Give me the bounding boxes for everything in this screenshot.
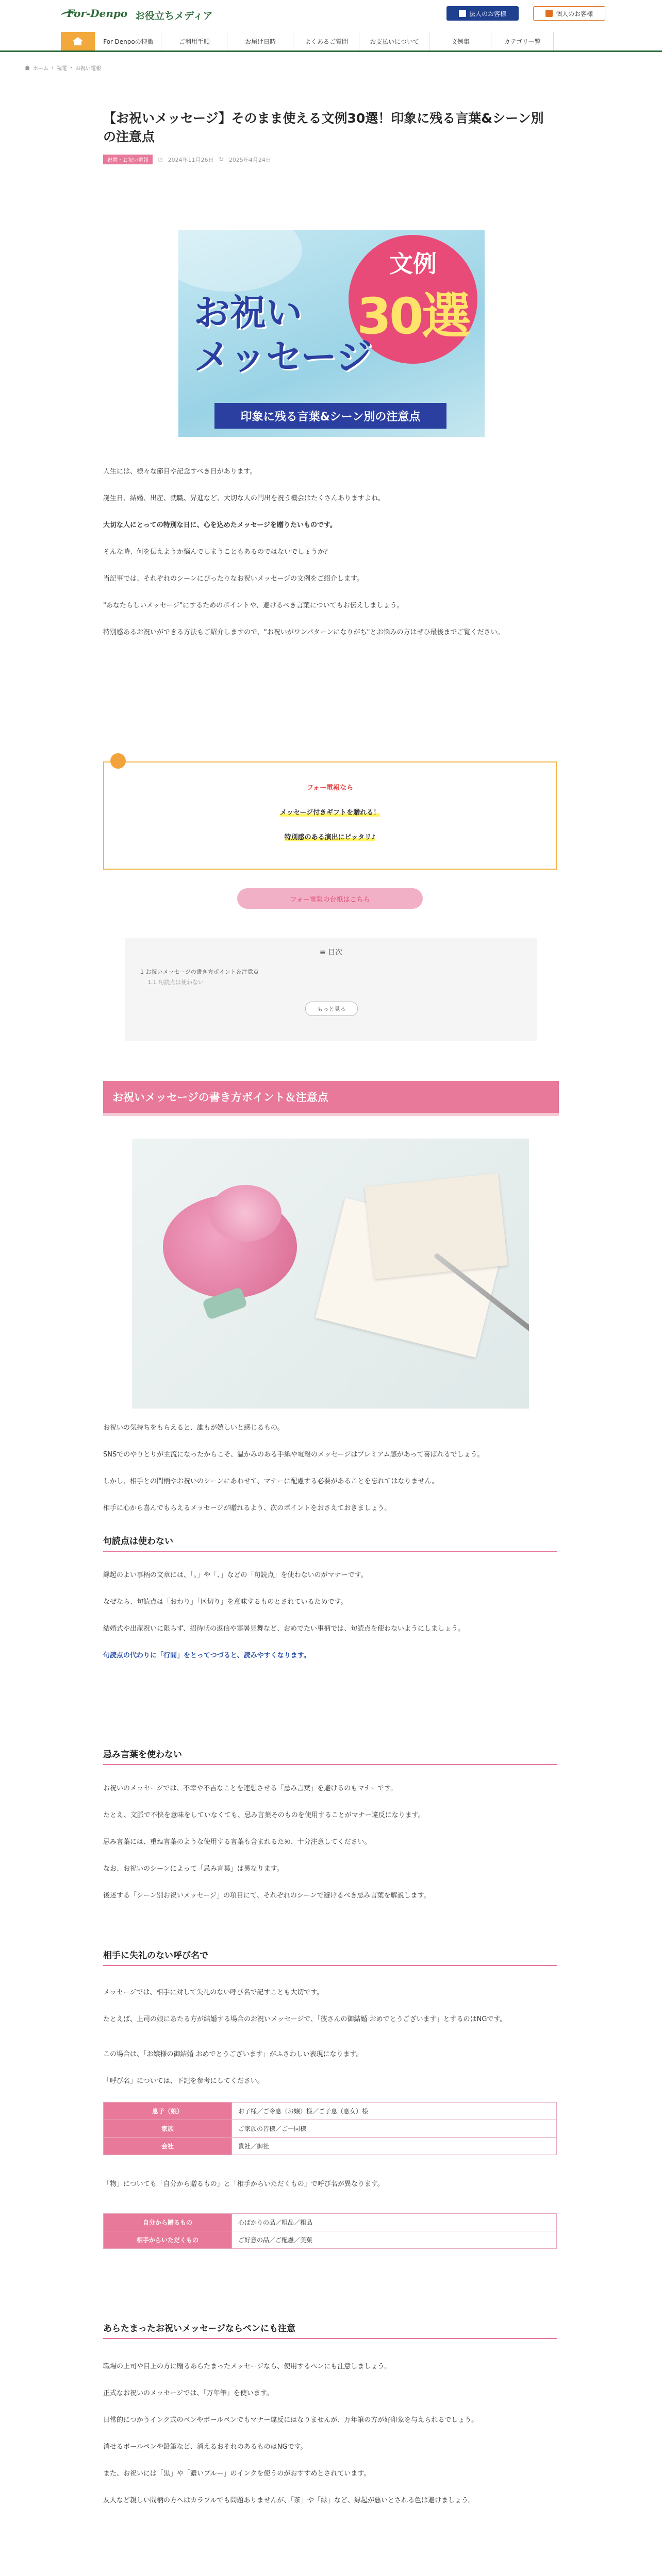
flower-bouquet — [209, 1185, 282, 1242]
pen-p1: 職場の上司や目上の方に贈るあらたまったメッセージなら、使用するペンにも注意しましょう。 — [103, 2363, 391, 2370]
nav-home-button[interactable] — [61, 32, 95, 50]
callout-line1: フォー電報なら — [306, 784, 354, 792]
subheading-punctuation: 句読点は使わない — [103, 1528, 557, 1552]
imi-p5: 後述する「シーン別お祝いメッセージ」の項目にて、それぞれのシーンで避けるべき忌み言葉を解説します。 — [103, 1892, 431, 1900]
subheading-taboo-words: 忌み言葉を使わない — [103, 1741, 557, 1765]
section1-p4: 相手に心から喜んでもらえるメッセージが贈れるよう、次のポイントをおさえておきましょう。 — [103, 1504, 391, 1512]
page-title: 【お祝いメッセージ】そのまま使える文例30選！印象に残る言葉&シーン別の注意点 — [103, 111, 544, 144]
punct-p3: 結婚式や出産祝いに限らず、招待状の返信や寒暑見舞など、おめでたい事柄では、句読点を使わないようにしましょう。 — [103, 1625, 465, 1633]
callout-line3: 特別感のある演出にピッタリ♪ — [284, 834, 376, 841]
updated-date: 2025年4月24日 — [228, 156, 271, 163]
section1-p2: SNSでのやりとりが主流になったからこそ、温かみのある手紙や電報のメッセージはプレミアム感があって喜ばれるでしょう。 — [103, 1451, 484, 1459]
table-row: 自分から贈るもの 心ばかりの品／粗品／粗品 — [104, 2214, 557, 2231]
site-logo[interactable]: For-Denpo — [67, 7, 128, 20]
toc-title: ≡ 目次 — [319, 948, 343, 957]
lightbulb-icon — [110, 753, 126, 769]
site-logo-sub[interactable]: お役立ちメディア — [135, 10, 213, 22]
gift-term-table — [103, 2213, 557, 2249]
toc-item[interactable]: 1.1 句読点は使わない — [147, 979, 204, 986]
clock-icon: ◷ — [158, 156, 163, 163]
breadcrumb-telegram[interactable]: 祝電 — [57, 66, 67, 72]
table-row: 家族 ご家族の皆様／ご一同様 — [104, 2120, 557, 2138]
corporate-customer-button[interactable]: 法人のお客様 — [446, 6, 519, 21]
table-row: 息子（娘） お子様／ご令息（お嬢）様／ご子息（息女）様 — [104, 2103, 557, 2120]
intro-p7: 特別感あるお祝いができる方法もご紹介しますので、"お祝いがワンパターンになりがち"とお悩みの方はぜひ最後までご覧ください。 — [103, 629, 504, 636]
pen-p5: また、お祝いには「黒」や「濃いブルー」のインクを使うのがおすすめとされています。 — [103, 2470, 371, 2478]
pen-p4: 消せるボールペンや鉛筆など、消えるおそれのあるものはNGです。 — [103, 2443, 307, 2451]
breadcrumb-celebration[interactable]: お祝い電報 — [75, 66, 101, 72]
nav-item-steps[interactable]: ご利用手順 — [161, 32, 227, 50]
breadcrumb: ホーム › 祝電 › お祝い電報 — [25, 64, 101, 72]
intro-p5: 当記事では、それぞれのシーンにぴったりなお祝いメッセージの文例をご紹介します。 — [103, 575, 363, 583]
pen-p2: 正式なお祝いのメッセージでは、「万年筆」を使います。 — [103, 2389, 273, 2397]
imi-p3: 忌み言葉には、重ね言葉のような使用する言葉も含まれるため、十分注意してください。 — [103, 1838, 371, 1846]
yobi-p2: たとえば、上司の娘にあたる方が結婚する場合のお祝いメッセージで、「彼さんの御結婚 おめでとうございます」とするのはNGです。 — [103, 2015, 507, 2023]
section1-p1: お祝いの気持ちをもらえると、誰もが嬉しいと感じるもの。 — [103, 1424, 284, 1432]
intro-p2: 誕生日、結婚、出産、就職、昇進など、大切な人の門出を祝う機会はたくさんありますよね。 — [103, 495, 385, 502]
imi-p4: なお、お祝いのシーンによって「忌み言葉」は異なります。 — [103, 1865, 284, 1873]
nav-item-examples[interactable]: 文例集 — [429, 32, 491, 50]
toc-more-button[interactable]: もっと見る — [305, 1002, 358, 1016]
pen-p3: 日常的につかうインク式のペンやボールペンでもマナー違反にはなりませんが、万年筆の方が好印象を与えられるでしょう。 — [103, 2416, 478, 2424]
section-heading: お祝いメッセージの書き方ポイント＆注意点 — [103, 1081, 559, 1116]
category-badge[interactable]: 祝電・お祝い電報 — [103, 155, 153, 164]
callout-line2: メッセージ付きギフトを贈れる！ — [279, 809, 380, 817]
nav-item-categories[interactable]: カテゴリ一覧 — [491, 32, 554, 50]
yobi-p3: この場合は、「お嬢様の御結婚 おめでとうございます」がふさわしい表現になります。 — [103, 2050, 363, 2058]
intro-p4: そんな時、何を伝えようか悩んでしまうこともあるのではないでしょうか？ — [103, 548, 332, 556]
refresh-icon: ↻ — [219, 156, 224, 163]
punct-p1: 縁起のよい事柄の文章には、「。」や「、」などの「句読点」を使わないのがマナーです。 — [103, 1571, 368, 1579]
table-row: 相手からいただくもの ご好意の品／ご配慮／美菓 — [104, 2231, 557, 2249]
published-date: 2024年11月26日 — [168, 156, 214, 163]
imi-p2: たとえ、文脈で不快を意味をしていなくても、忌み言葉そのものを使用することがマナー違反になります。 — [103, 1811, 425, 1819]
hero-image — [178, 230, 485, 437]
subheading-honorifics: 相手に失礼のない呼び名で — [103, 1942, 557, 1966]
toc-item[interactable]: 1 お祝いメッセージの書き方ポイント＆注意点 — [140, 969, 259, 975]
nav-item-payment[interactable]: お支払いについて — [359, 32, 429, 50]
intro-p6: "あなたらしいメッセージ"にするためのポイントや、避けるべき言葉についてもお伝えしましょう。 — [103, 602, 404, 609]
yobi-p4: 「呼び名」については、下記を参考にしてください。 — [103, 2077, 264, 2085]
envelope — [365, 1173, 507, 1279]
punct-p2: なぜなら、句読点は「おわり」「区切り」を意味するものとされているためです。 — [103, 1598, 347, 1606]
punct-p4: 句読点の代わりに「行間」をとってつづると、読みやすくなります。 — [103, 1652, 310, 1659]
nav-item-delivery[interactable]: お届け日時 — [227, 32, 293, 50]
intro-p3: 大切な人にとっての特別な日に、心を込めたメッセージを贈りたいものです。 — [103, 521, 337, 529]
yobi-p1: メッセージでは、相手に対して失礼のない呼び名で記すことも大切です。 — [103, 1989, 324, 1996]
honorific-table — [103, 2102, 557, 2155]
home-icon — [73, 37, 83, 45]
pen-p6: 友人など親しい間柄の方へはカラフルでも問題ありませんが、「茶」や「緑」など、縁起が悪いとされる色は避けましょう。 — [103, 2497, 475, 2504]
building-icon — [459, 10, 466, 17]
cta-card-button[interactable]: フォー電報の台紙はこちら — [237, 888, 423, 909]
subheading-pen: あらたまったお祝いメッセージならペンにも注意 — [103, 2315, 557, 2339]
table-row: 会社 貴社／御社 — [104, 2138, 557, 2155]
hero-subtitle: 印象に残る言葉&シーン別の注意点 — [214, 403, 446, 429]
nav-item-features[interactable]: For-Denpoの特徴 — [95, 32, 161, 50]
hero-cloud-shape — [178, 230, 302, 292]
section1-p3: しかし、相手との間柄やお祝いのシーンにあわせて、マナーに配慮する必要があることを忘れてはなりません。 — [103, 1478, 439, 1485]
hero-badge-top: 文例 — [389, 250, 437, 278]
person-icon — [545, 10, 553, 17]
intro-p1: 人生には、様々な節目や記念すべき日があります。 — [103, 468, 257, 476]
article-meta — [103, 155, 271, 164]
imi-p1: お祝いのメッセージでは、不幸や不吉なことを連想させる「忌み言葉」を避けるのもマナーです。 — [103, 1785, 398, 1792]
hero-badge-number: 30選 — [357, 287, 469, 345]
individual-customer-button[interactable]: 個人のお客様 — [533, 6, 605, 21]
yobi-between: 「物」についても「自分から贈るもの」と「相手からいただくもの」で呼び名が異なります。 — [103, 2180, 384, 2188]
nav-item-faq[interactable]: よくあるご質問 — [293, 32, 359, 50]
flowers-letter-image — [132, 1139, 529, 1409]
home-small-icon — [25, 65, 30, 70]
hero-title: お祝い メッセージ — [194, 292, 372, 378]
breadcrumb-home[interactable]: ホーム — [33, 66, 48, 72]
